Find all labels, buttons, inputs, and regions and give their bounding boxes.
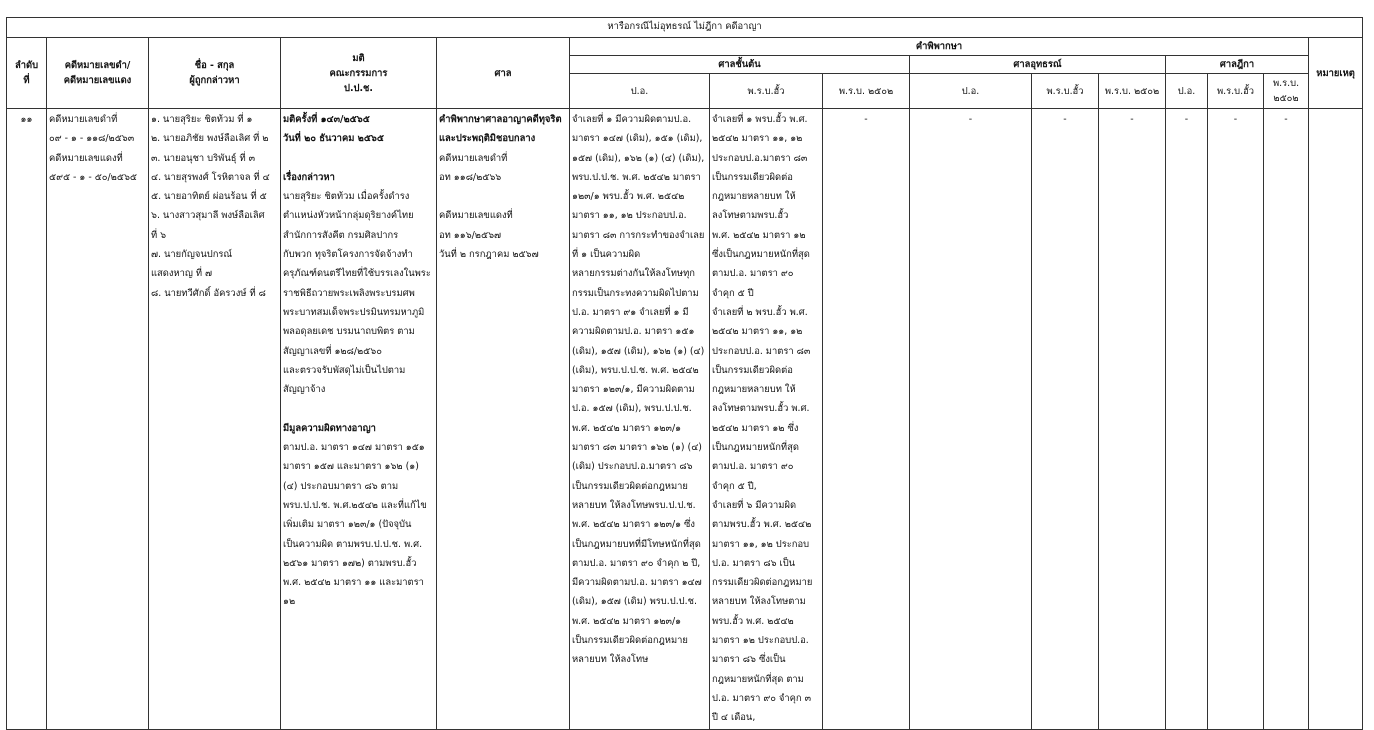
cell-first-prb: จำเลยที่ ๑ พรบ.ฮั้ว พ.ศ. ๒๕๔๒ มาตรา ๑๑, ๑๒ ประกอบป.อ.มาตรา ๘๓ เป็นกรรมเดียวผิดต่อ กฎหมายหลายบท ให้ ลงโทษตามพรบ.ฮั้ว พ.ศ. ๒๕๔๒ มาตรา ๑๒ ซึ่งเป็นกฎหมายหนักที่สุด ตามป.อ. มาตรา ๙๐ จำคุก ๕ ปี จำเลยที่ ๒ พรบ.ฮั้ว พ.ศ. ๒๕๔๒ มาตรา ๑๑, ๑๒ ประกอบป.อ. มาตรา ๘๓ เป็นกรรมเดียวผิดต่อ กฎหมายหลายบท ให้ ลงโทษตามพรบ.ฮั้ว พ.ศ. ๒๕๔๒ มาตรา ๑๒ ซึ่ง เป็นกฎหมายหนักที่สุด ตามป.อ. มาตรา ๙๐ จำคุก ๕ ปี, จำเลยที่ ๖ มีความผิด ตามพรบ.ฮั้ว พ.ศ. ๒๕๔๒ มาตรา ๑๑, ๑๒ ประกอบ ป.อ. มาตรา ๘๖ เป็น กรรมเดียวผิดต่อกฎหมาย หลายบท ให้ลงโทษตาม พรบ.ฮั้ว พ.ศ. ๒๕๔๒ มาตรา ๑๒ ประกอบป.อ. มาตรา ๘๖ ซึ่งเป็น กฎหมายหนักที่สุด ตาม ป.อ. มาตรา ๙๐ จำคุก ๓ ปี ๔ เดือน, <box>710 109 823 730</box>
cell-court: คำพิพากษาศาลอาญาคดีทุจริต และประพฤติมิชอบกลาง คดีหมายเลขดำที่ อท ๑๑๘/๒๕๖๖ คดีหมายเลขแดงที่ อท ๑๑๖/๒๕๖๗ วันที่ ๒ กรกฎาคม ๒๕๖๗ <box>437 109 570 730</box>
header-first-prb: พ.ร.บ.ฮั้ว <box>710 74 823 109</box>
header-resolution: มติ คณะกรรมการ ป.ป.ช. <box>281 38 437 109</box>
header-order: ลำดับ ที่ <box>7 38 47 109</box>
header-supreme-pa: ป.อ. <box>1166 74 1208 109</box>
cell-first-prb2502: - <box>823 109 910 730</box>
table-banner: หารือกรณีไม่อุทธรณ์ ไม่ฎีกา คดีอาญา <box>7 18 1363 38</box>
cell-resolution: มติครั้งที่ ๑๔๓/๒๕๖๕ วันที่ ๒๐ ธันวาคม ๒๕๖๕ เรื่องกล่าวหา นายสุริยะ ชิตท้วม เมื่อครั้งดำรง ตำแหน่งหัวหน้ากลุ่มดุริยางค์ไทย สำนักการสังคีต กรมศิลปากร กับพวก ทุจริตโครงการจัดจ้างทำ ครุภัณฑ์ดนตรีไทยที่ใช้บรรเลงในพระ ราชพิธีถวายพระเพลิงพระบรมศพ พระบาทสมเด็จพระปรมินทรมหาภูมิ พลอดุลยเดช บรมนาถบพิตร ตาม สัญญาเลขที่ ๑๒๘/๒๕๖๐ และตรวจรับพัสดุไม่เป็นไปตาม สัญญาจ้าง มีมูลความผิดทางอาญา ตามป.อ. มาตรา ๑๔๗ มาตรา ๑๕๑ มาตรา ๑๕๗ และมาตรา ๑๖๒ (๑) (๔) ประกอบมาตรา ๘๖ ตาม พรบ.ป.ป.ช. พ.ศ.๒๕๔๒ และที่แก้ไข เพิ่มเติม มาตรา ๑๒๓/๑ (ปัจจุบัน เป็นความผิด ตามพรบ.ป.ป.ช. พ.ศ. ๒๕๖๑ มาตรา ๑๗๒) ตามพรบ.ฮั้ว พ.ศ. ๒๕๔๒ มาตรา ๑๑ และมาตรา ๑๒ <box>281 109 437 730</box>
cell-case-no: คดีหมายเลขดำที่ ๐๙ - ๑ - ๑๑๘/๒๕๖๓ คดีหมายเลขแดงที่ ๕๙๕ - ๑ - ๕๐/๒๕๖๕ <box>47 109 149 730</box>
header-appeal-pa: ป.อ. <box>910 74 1032 109</box>
cell-first-pa: จำเลยที่ ๑ มีความผิดตามป.อ. มาตรา ๑๔๗ (เดิม), ๑๕๑ (เดิม), ๑๕๗ (เดิม), ๑๖๒ (๑) (๔) (เดิม), พรบ.ป.ป.ช. พ.ศ. ๒๕๔๒ มาตรา ๑๒๓/๑ พรบ.ฮั้ว พ.ศ. ๒๕๔๒ มาตรา ๑๑, ๑๒ ประกอบป.อ. มาตรา ๘๓ การกระทำของจำเลย ที่ ๑ เป็นความผิด หลายกรรมต่างกันให้ลงโทษทุก กรรมเป็นกระทงความผิดไปตาม ป.อ. มาตรา ๙๑ จำเลยที่ ๑ มี ความผิดตามป.อ. มาตรา ๑๕๑ (เดิม), ๑๕๗ (เดิม), ๑๖๒ (๑) (๔) (เดิม), พรบ.ป.ป.ช. พ.ศ. ๒๕๔๒ มาตรา ๑๒๓/๑, มีความผิดตาม ป.อ. ๑๕๗ (เดิม), พรบ.ป.ป.ช. พ.ศ. ๒๕๔๒ มาตรา ๑๒๓/๑ มาตรา ๘๓ มาตรา ๑๖๒ (๑) (๔) (เดิม) ประกอบป.อ.มาตรา ๘๖ เป็นกรรมเดียวผิดต่อกฎหมาย หลายบท ให้ลงโทษพรบ.ป.ป.ช. พ.ศ. ๒๕๔๒ มาตรา ๑๒๓/๑ ซึ่ง เป็นกฎหมายบทที่มีโทษหนักที่สุด ตามป.อ. มาตรา ๙๐ จำคุก ๒ ปี, มีความผิดตามป.อ. มาตรา ๑๔๗ (เดิม), ๑๕๗ (เดิม) พรบ.ป.ป.ช. พ.ศ. ๒๕๔๒ มาตรา ๑๒๓/๑ เป็นกรรมเดียวผิดต่อกฎหมาย หลายบท ให้ลงโทษ <box>570 109 710 730</box>
case-table <box>6 17 1363 730</box>
header-judgment: คำพิพากษา <box>570 38 1309 56</box>
header-remark: หมายเหตุ <box>1309 38 1363 109</box>
cell-appeal-prb2502: - <box>1099 109 1166 730</box>
header-supreme-court: ศาลฎีกา <box>1166 56 1309 74</box>
header-appeal-court: ศาลอุทธรณ์ <box>910 56 1166 74</box>
header-supreme-prb2502: พ.ร.บ. ๒๕๐๒ <box>1264 74 1309 109</box>
header-first-prb2502: พ.ร.บ. ๒๕๐๒ <box>823 74 910 109</box>
header-appeal-prb2502: พ.ร.บ. ๒๕๐๒ <box>1099 74 1166 109</box>
cell-supreme-prb: - <box>1208 109 1264 730</box>
cell-supreme-prb2502: - <box>1264 109 1309 730</box>
header-appeal-prb: พ.ร.บ.ฮั้ว <box>1032 74 1099 109</box>
cell-supreme-pa: - <box>1166 109 1208 730</box>
cell-names: ๑. นายสุริยะ ชิตท้วม ที่ ๑ ๒. นายอภิชัย พงษ์ลือเลิศ ที่ ๒ ๓. นายอนุชา บริพันธ์ุ ที่ ๓ ๔. นายสุรพงศ์ โรหิตาจล ที่ ๔ ๕. นายอาทิตย์ ผ่อนร้อน ที่ ๕ ๖. นางสาวสุมาลี พงษ์ลือเลิศ ที่ ๖ ๗. นายกัญจนปกรณ์ แสดงหาญ ที่ ๗ ๘. นายทวีศักดิ์ อัครวงษ์ ที่ ๘ <box>149 109 281 730</box>
header-first-pa: ป.อ. <box>570 74 710 109</box>
cell-remark <box>1309 109 1363 730</box>
cell-appeal-prb: - <box>1032 109 1099 730</box>
header-first-court: ศาลชั้นต้น <box>570 56 910 74</box>
cell-order: ๑๑ <box>7 109 47 730</box>
cell-appeal-pa: - <box>910 109 1032 730</box>
header-case-no: คดีหมายเลขดำ/ คดีหมายเลขแดง <box>47 38 149 109</box>
header-names: ชื่อ - สกุล ผู้ถูกกล่าวหา <box>149 38 281 109</box>
header-supreme-prb: พ.ร.บ.ฮั้ว <box>1208 74 1264 109</box>
header-court: ศาล <box>437 38 570 109</box>
